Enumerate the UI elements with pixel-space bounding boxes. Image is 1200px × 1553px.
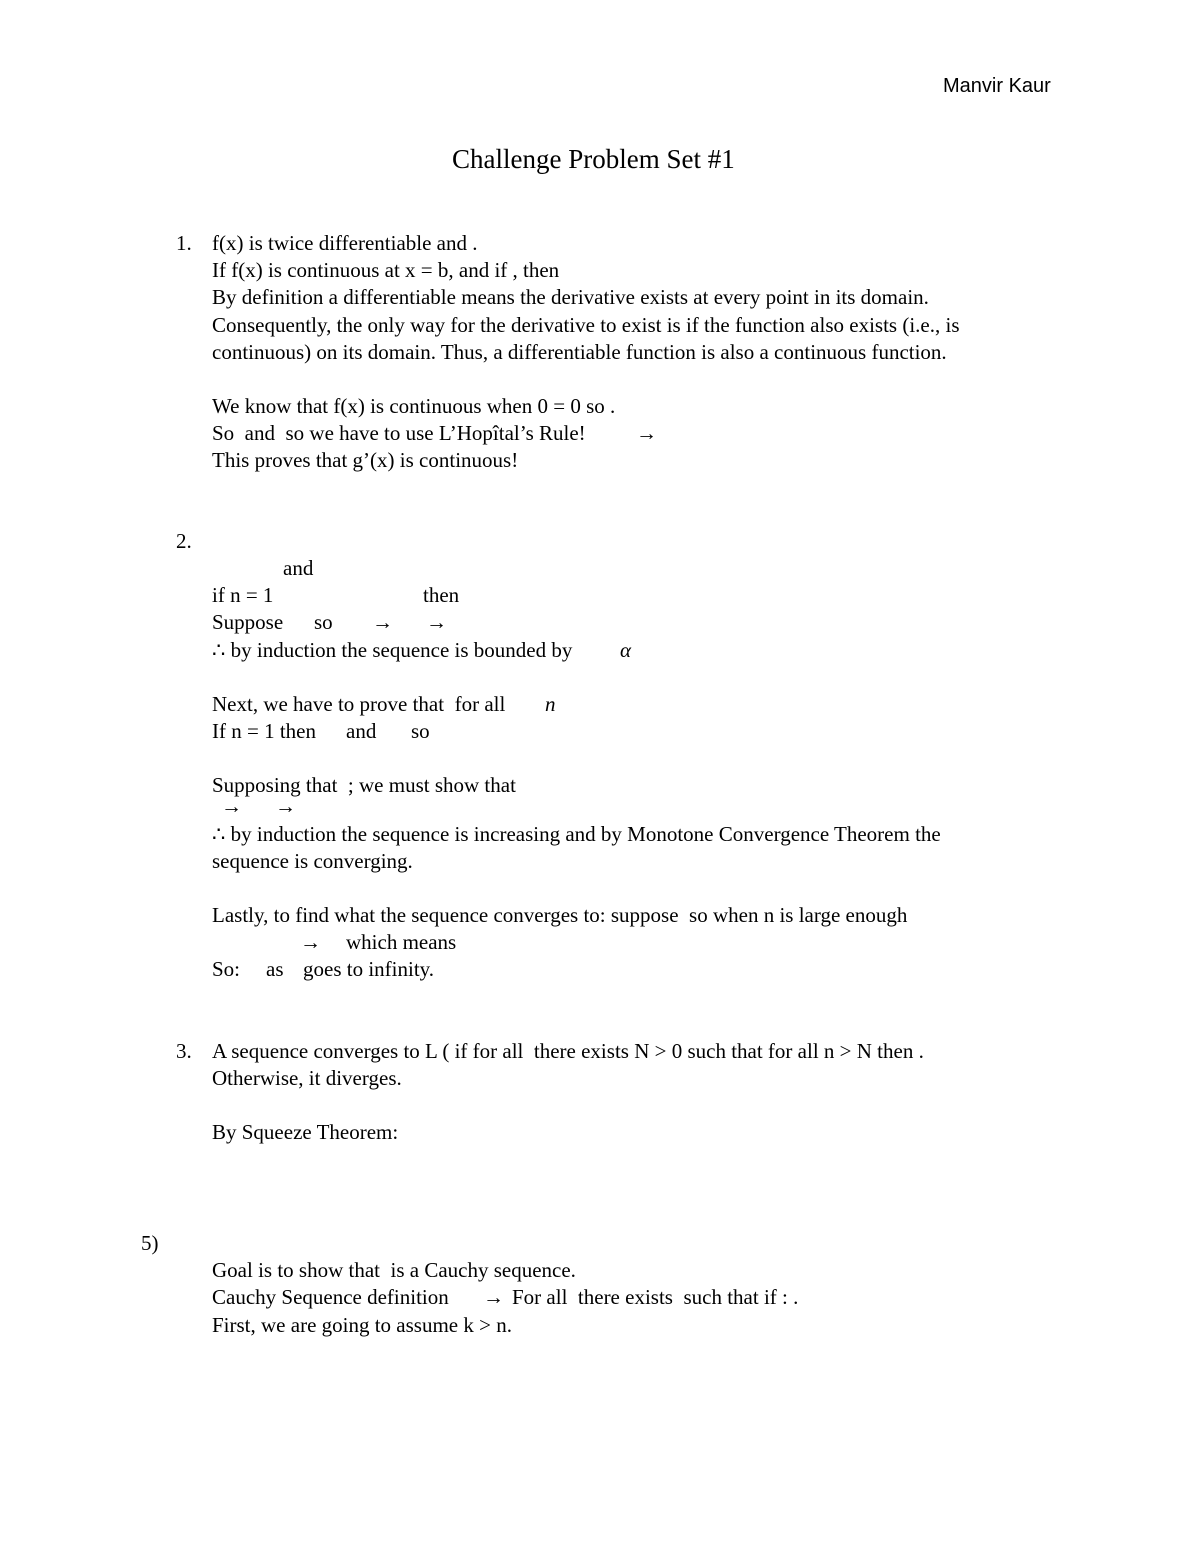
limit-intro: Lastly, to find what the sequence converges to: suppose so when n is large enough: [212, 903, 908, 927]
then-label: then: [423, 583, 460, 607]
arrow-right-icon: →: [221, 794, 242, 818]
problem-5-line-2a: Cauchy Sequence definition: [212, 1285, 449, 1309]
problem-1-line-5: continuous) on its domain. Thus, a differentiable function is also a continuous function.: [212, 340, 947, 364]
inductive-step: Supposing that ; we must show that: [212, 773, 516, 797]
problem-5-line-2b: For all there exists such that if : .: [512, 1285, 799, 1309]
problem-number: 1.: [176, 231, 192, 255]
alpha-symbol: α: [620, 638, 632, 662]
increasing-conclusion-2: sequence is converging.: [212, 849, 413, 873]
monotone-intro: Next, we have to prove that for all: [212, 692, 506, 716]
problem-3-line-2: Otherwise, it diverges.: [212, 1066, 402, 1090]
author-name: Manvir Kaur: [943, 75, 1051, 97]
problem-1-line-6: We know that f(x) is continuous when 0 = 0 so .: [212, 394, 616, 418]
n-variable: n: [545, 692, 556, 716]
as-label: as: [266, 957, 284, 981]
problem-3-line-3: By Squeeze Theorem:: [212, 1120, 399, 1144]
problem-1-line-4: Consequently, the only way for the derivative to exist is if the function also exists (i.e., is: [212, 313, 960, 337]
so-label: so: [314, 610, 333, 634]
and-label: and: [346, 719, 377, 743]
which-means-label: which means: [346, 930, 457, 954]
problem-1-line-2: If f(x) is continuous at x = b, and if , then: [212, 258, 560, 282]
problem-5-line-3: First, we are going to assume k > n.: [212, 1313, 512, 1337]
problem-3-line-1: A sequence converges to L ( if for all there exists N > 0 such that for all n > N then .: [212, 1039, 924, 1063]
suppose-label: Suppose: [212, 610, 284, 634]
problem-1-line-1: f(x) is twice differentiable and .: [212, 231, 478, 255]
and-label: and: [283, 556, 314, 580]
problem-number: 5): [141, 1231, 159, 1255]
base-case-label: if n = 1: [212, 583, 274, 607]
document-title: Challenge Problem Set #1: [452, 144, 735, 174]
arrow-right-icon: →: [300, 930, 321, 954]
problem-number: 2.: [176, 529, 192, 553]
so-label: So:: [212, 957, 241, 981]
arrow-right-icon: →: [426, 610, 447, 634]
arrow-right-icon: →: [483, 1285, 504, 1309]
limit-conclusion: goes to infinity.: [303, 957, 435, 981]
problem-1-line-7: So and so we have to use L’Hopîtal’s Rule!: [212, 421, 586, 445]
base-case-2: If n = 1 then: [212, 719, 316, 743]
so-label: so: [411, 719, 430, 743]
problem-5-line-1: Goal is to show that is a Cauchy sequence.: [212, 1258, 576, 1282]
arrow-right-icon: →: [275, 794, 296, 818]
increasing-conclusion-1: ∴ by induction the sequence is increasing and by Monotone Convergence Theorem the: [212, 822, 941, 846]
arrow-right-icon: →: [372, 610, 393, 634]
problem-1-line-3: By definition a differentiable means the derivative exists at every point in its domain.: [212, 285, 929, 309]
problem-number: 3.: [176, 1039, 192, 1063]
problem-1-line-8: This proves that g’(x) is continuous!: [212, 448, 519, 472]
arrow-right-icon: →: [636, 421, 657, 445]
bounded-conclusion: ∴ by induction the sequence is bounded by: [212, 638, 573, 662]
